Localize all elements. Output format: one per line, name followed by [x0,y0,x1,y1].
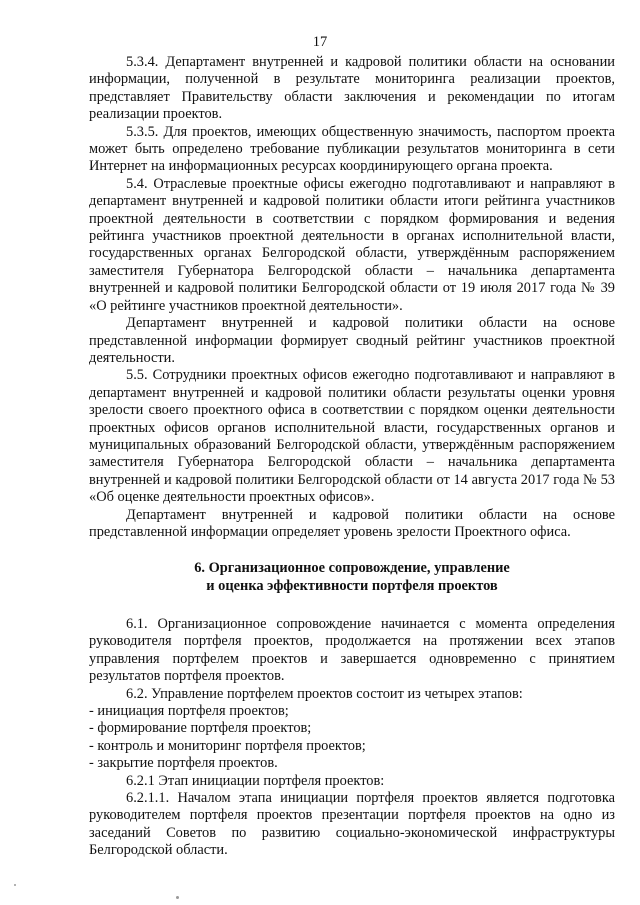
scan-speck [176,896,179,899]
paragraph-6-1: 6.1. Организационное сопровождение начинается с момента определения руководителя портфеля проектов, продолжается на протяжении всех этапов управления портфелем проектов и завершается одновременно с принятием результатов портфеля проектов. [89,616,615,685]
heading-line-1: 6. Организационное сопровождение, управление [194,560,510,576]
paragraph-5-5: 5.5. Сотрудники проектных офисов ежегодно подготавливают и направляют в департамент внутренней и кадровой политики области результаты оценки уровня зрелости своего проектного офиса в соответствии с порядком оценки деятельности проектных офисов органов исполнительной власти, государственных органов и муниципальных образований Белгородской области, утверждённым распоряжением заместителя Губернатора Белгородской области – начальника департамента внутренней и кадровой политики Белгородской области от 14 августа 2017 года № 53 «Об оценке деятельности проектных офисов». [89,367,615,506]
section-5-text [89,54,615,541]
scan-speck [14,884,16,886]
paragraph-rating-summary: Департамент внутренней и кадровой политики области на основе представленной информации формирует сводный рейтинг участников проектной деятельности. [89,315,615,366]
paragraph-maturity-level: Департамент внутренней и кадровой политики области на основе представленной информации определяет уровень зрелости Проектного офиса. [89,506,615,540]
list-item: - закрытие портфеля проектов. [89,755,278,772]
heading-line-2: и оценка эффективности портфеля проектов [206,577,498,594]
paragraph-5-3-4: 5.3.4. Департамент внутренней и кадровой политики области на основании информации, полученной в результате мониторинга реализации проектов, представляет Правительству области заключения и рекомендации по итогам реализации проектов. [89,54,615,123]
paragraph-5-4: 5.4. Отраслевые проектные офисы ежегодно подготавливают и направляют в департамент внутренней и кадровой политики области итоги рейтинга участников проектной деятельности в соответствии с порядком формирования и ведения рейтинга участников проектной деятельности в органах исполнительной власти, государственных органах Белгородской области, утверждённым распоряжением заместителя Губернатора Белгородской области – начальника департамента внутренней и кадровой политики Белгородской области от 19 июля 2017 года № 39 «О рейтинге участников проектной деятельности». [89,175,615,314]
page-number: 17 [312,34,328,50]
list-item: - контроль и мониторинг портфеля проектов; [89,737,366,754]
paragraph-6-2-1: 6.2.1 Этап инициации портфеля проектов: [126,772,385,789]
section-6-heading [89,560,615,595]
paragraph-6-2: 6.2. Управление портфелем проектов состоит из четырех этапов: [126,685,523,702]
list-item: - формирование портфеля проектов; [89,720,312,737]
paragraph-5-3-5: 5.3.5. Для проектов, имеющих общественную значимость, паспортом проекта может быть определено требование публикации результатов мониторинга в сети Интернет на информационных ресурсах координирующего органа проекта. [89,123,615,175]
list-item: - инициация портфеля проектов; [89,703,289,720]
section-6-text [89,616,615,860]
paragraph-6-2-1-1: 6.2.1.1. Началом этапа инициации портфеля проектов является подготовка руководителем портфеля проектов презентации портфеля проектов на одно из заседаний Советов по развитию социально-экономической инфраструктуры Белгородской области. [89,790,615,859]
